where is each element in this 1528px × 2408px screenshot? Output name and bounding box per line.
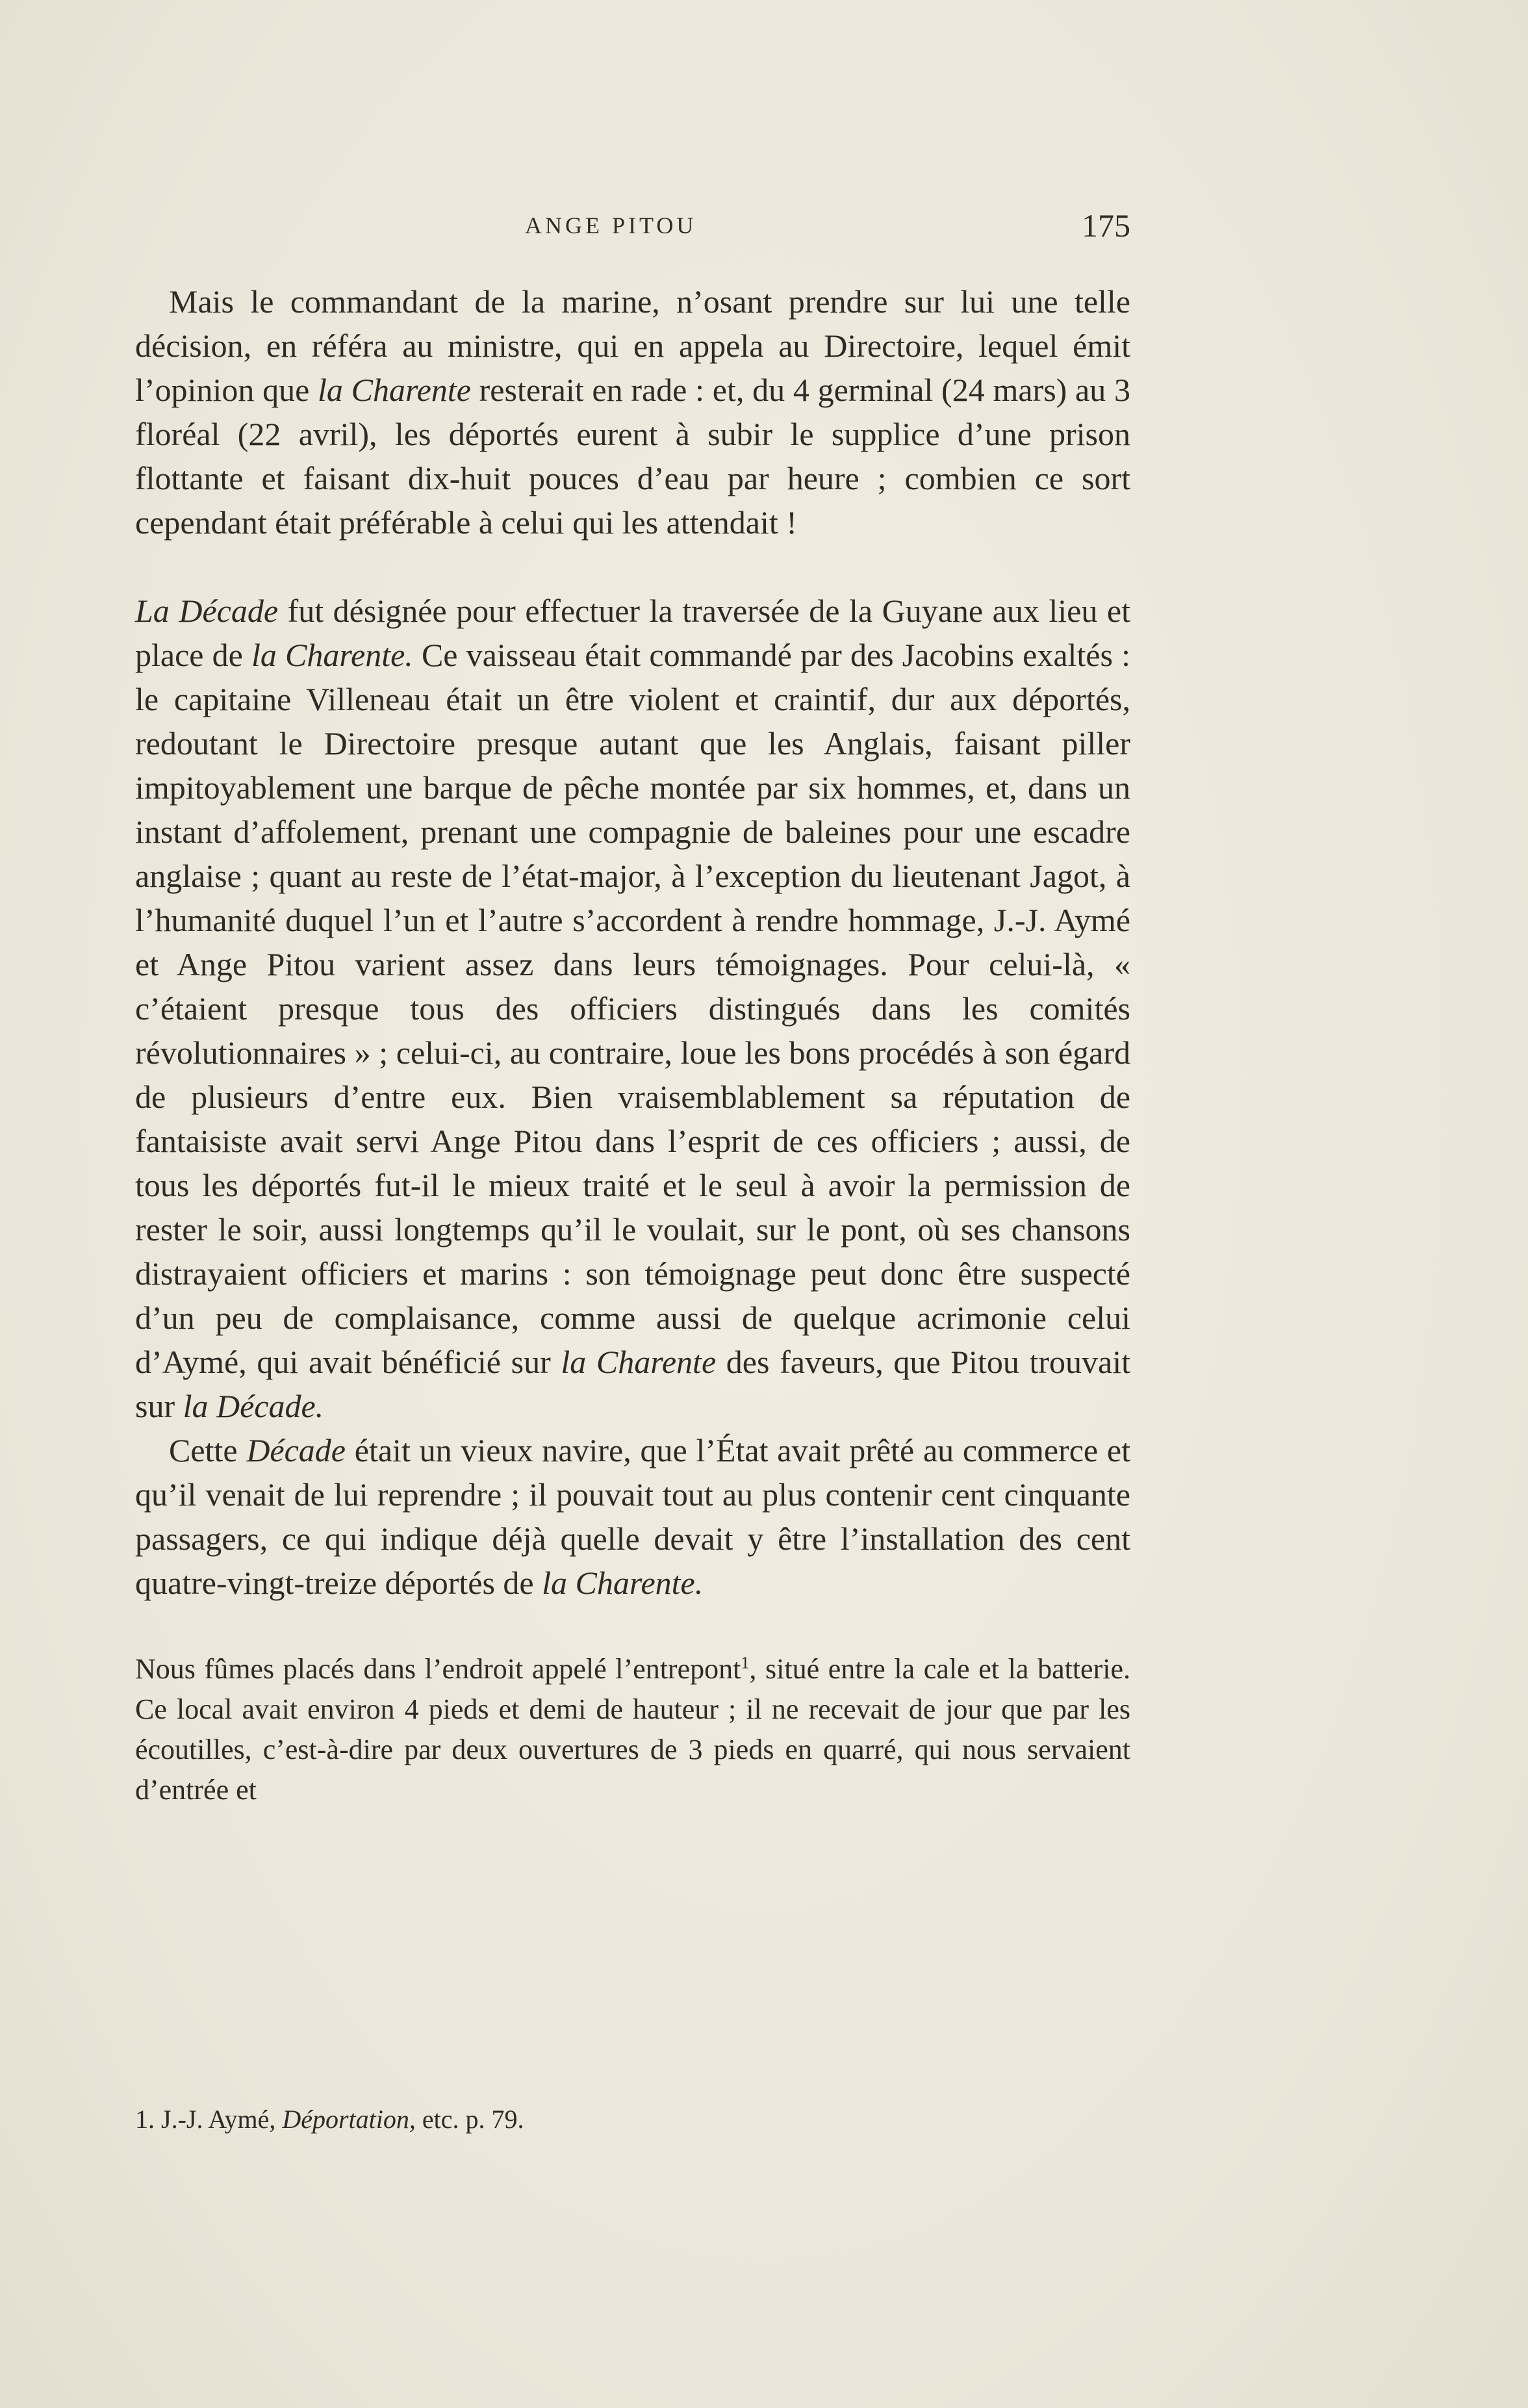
paragraph-2 [135, 589, 1130, 1428]
quote-text-a: Nous fûmes placés dans l’endroit appelé l’entrepont [135, 1653, 741, 1685]
ship-name-italic: Décade [246, 1432, 346, 1468]
paragraph-3-text-b: était un vieux navire, que l’État avait prêté au commerce et qu’il venait de lui reprendre ; il pouvait tout au plus contenir cent cinquante passagers, ce qui indique déjà quelle devait y être l’installation des cent quatre-vingt-treize déportés de [135, 1432, 1130, 1601]
paragraph-1 [135, 279, 1130, 544]
running-title: ANGE PITOU [525, 212, 697, 238]
ship-name-italic: la Charente. [251, 637, 413, 673]
paragraph-2-text-c: des faveurs, que Pitou trouvait sur [135, 1344, 1130, 1424]
paragraph-3 [135, 1428, 1130, 1605]
body-text [135, 279, 1130, 1810]
footnote [135, 2103, 1130, 2136]
ship-name-italic: la Charente. [542, 1565, 704, 1601]
ship-name-italic: la Charente [561, 1344, 717, 1380]
footnote-number: 1. [135, 2105, 155, 2134]
paragraph-1-text: Mais le commandant de la marine, n’osant prendre sur lui une telle décision, en référa au ministre, qui en appela au Directoire, lequel émit l’opinion que [135, 283, 1130, 408]
footnote-reference[interactable]: 1 [741, 1653, 750, 1672]
paragraph-2-text-a: fut désignée pour effectuer la traversée de la Guyane aux lieu et place de [135, 593, 1130, 673]
quote-text-b: , situé entre la cale et la batterie. Ce local avait environ 4 pieds et demi de hauteur ; il ne recevait de jour que par les écoutilles, c’est-à-dire par deux ouvertures de 3 pieds en quarré, qui nous servaient d’entrée et [135, 1653, 1130, 1806]
footnote-italic-title: Déportation, [282, 2105, 416, 2134]
page-header [135, 207, 1130, 246]
footnote-text-b: etc. p. 79. [415, 2105, 524, 2134]
block-quote [135, 1649, 1130, 1810]
page-number: 175 [1082, 207, 1130, 244]
paragraph-3-text-a: Cette [169, 1432, 247, 1468]
paragraph-2-text-b: Ce vaisseau était commandé par des Jacobins exaltés : le capitaine Villeneau était un être violent et craintif, dur aux déportés, redoutant le Directoire presque autant que les Anglais, faisant piller impitoyablement une barque de pêche montée par six hommes, et, dans un instant d’affolement, prenant une compagnie de baleines pour une escadre anglaise ; quant au reste de l’état-major, à l’exception du lieutenant Jagot, à l’humanité duquel l’un et l’autre s’accordent à rendre hommage, J.-J. Aymé et Ange Pitou varient assez dans leurs témoignages. Pour celui-là, « c’étaient presque tous des officiers distingués dans les comités révolutionnaires » ; celui-ci, au contraire, loue les bons procédés à son égard de plusieurs d’entre eux. Bien vraisemblablement sa réputation de fantaisiste avait servi Ange Pitou dans l’esprit de ces officiers ; aussi, de tous les déportés fut-il le mieux traité et le seul à avoir la permission de rester le soir, aussi longtemps qu’il le voulait, sur le pont, où ses chansons distrayaient officiers et marins : son témoignage peut donc être suspecté d’un peu de complaisance, comme aussi de quelque acrimonie celui d’Aymé, qui avait bénéficié sur [135, 637, 1131, 1380]
ship-name-italic: la Charente [318, 372, 471, 408]
ship-name-italic: la Décade. [183, 1388, 324, 1424]
ship-name-italic: La Décade [135, 593, 279, 629]
footnote-text-a: J.-J. Aymé, [155, 2105, 283, 2134]
paragraph-1-end: resterait en rade : et, du 4 germinal (24 mars) au 3 floréal (22 avril), les déportés eurent à subir le supplice d’une prison flottante et faisant dix-huit pouces d’eau par heure ; combien ce sort cependant était préférable à celui qui les attendait ! [135, 372, 1130, 541]
